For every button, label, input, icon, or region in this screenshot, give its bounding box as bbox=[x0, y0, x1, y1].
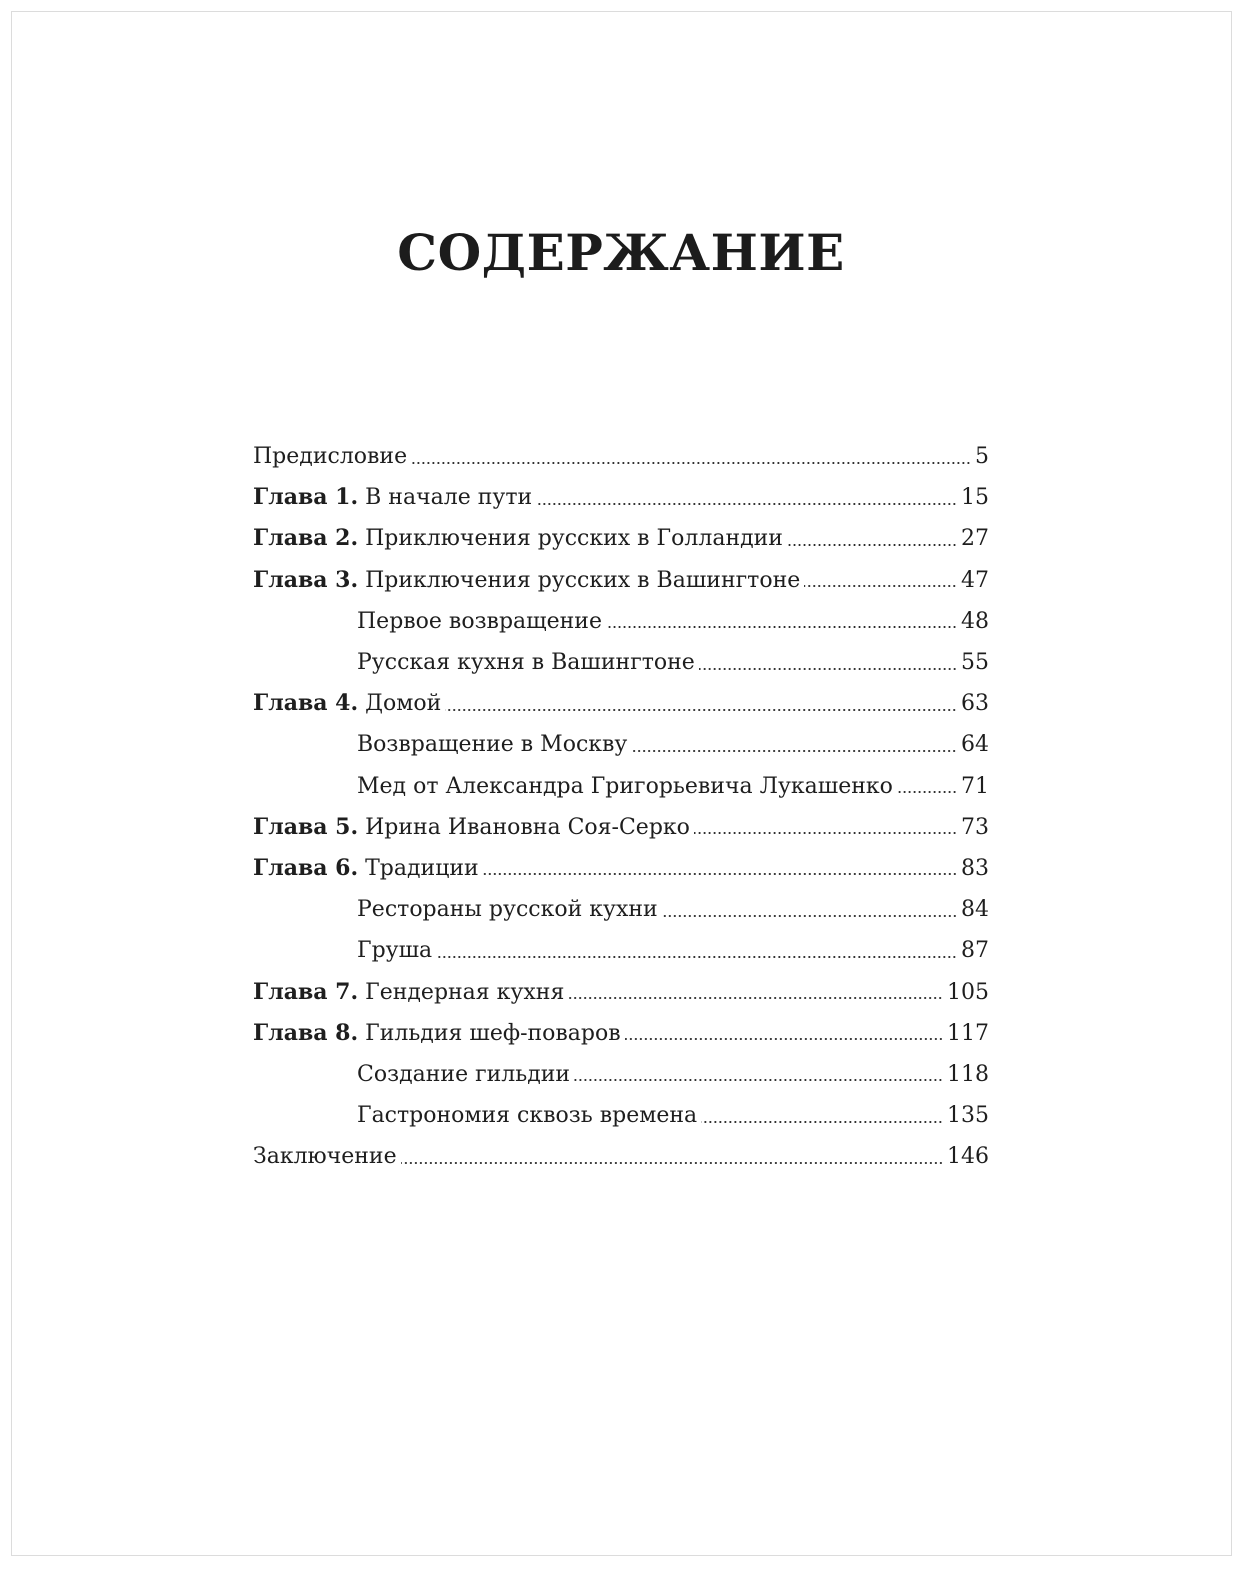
page-number: 73 bbox=[961, 814, 989, 840]
entry-title: Ирина Ивановна Соя-Серко bbox=[365, 814, 690, 840]
dot-leader bbox=[483, 873, 957, 875]
dot-leader bbox=[445, 709, 957, 711]
entry-title: Приключения русских в Голландии bbox=[365, 526, 783, 552]
entry-title: Заключение bbox=[253, 1144, 397, 1170]
dot-leader bbox=[631, 750, 957, 752]
entry-title: Рестораны русской кухни bbox=[357, 897, 658, 923]
dot-leader bbox=[662, 915, 957, 917]
entry-title: Гендерная кухня bbox=[365, 979, 565, 1005]
toc-entry-text bbox=[253, 683, 445, 724]
dot-leader bbox=[536, 503, 957, 505]
toc-entry-text bbox=[253, 848, 483, 889]
dot-leader bbox=[699, 668, 957, 670]
toc-entry-text bbox=[253, 972, 568, 1013]
entry-title: Гильдия шеф-поваров bbox=[365, 1020, 621, 1046]
chapter-label: Глава 5. bbox=[253, 813, 359, 840]
entry-title: Гастрономия сквозь времена bbox=[357, 1103, 698, 1129]
toc-entry-text bbox=[357, 601, 606, 642]
chapter-label: Глава 8. bbox=[253, 1019, 359, 1046]
page-number: 87 bbox=[961, 938, 989, 964]
chapter-label: Глава 1. bbox=[253, 484, 359, 511]
entry-title: Мед от Александра Григорьевича Лукашенко bbox=[357, 773, 893, 799]
toc-entry[interactable] bbox=[253, 1013, 989, 1054]
chapter-label: Глава 4. bbox=[253, 690, 359, 717]
toc-entry-text bbox=[253, 560, 804, 601]
dot-leader bbox=[804, 585, 957, 587]
page-title: СОДЕРЖАНИЕ bbox=[397, 223, 845, 282]
toc-subentry[interactable] bbox=[253, 930, 989, 971]
toc-subentry[interactable] bbox=[253, 601, 989, 642]
toc-entry-text bbox=[253, 477, 536, 518]
entry-title: Традиции bbox=[365, 855, 479, 881]
page-number: 5 bbox=[975, 444, 989, 470]
toc-entry-text bbox=[357, 1095, 701, 1136]
entry-title: Груша bbox=[357, 938, 433, 964]
toc-entry[interactable] bbox=[253, 807, 989, 848]
toc-subentry[interactable] bbox=[253, 1095, 989, 1136]
dot-leader bbox=[694, 832, 957, 834]
toc-entry-text bbox=[253, 1013, 625, 1054]
toc-subentry[interactable] bbox=[253, 1054, 989, 1095]
toc-entry[interactable] bbox=[253, 560, 989, 601]
entry-title: В начале пути bbox=[365, 485, 533, 511]
page-number: 27 bbox=[961, 526, 989, 552]
chapter-label: Глава 2. bbox=[253, 525, 359, 552]
toc-entry[interactable] bbox=[253, 436, 989, 477]
page-number: 55 bbox=[961, 650, 989, 676]
chapter-label: Глава 3. bbox=[253, 566, 359, 593]
toc-entry[interactable] bbox=[253, 518, 989, 559]
toc-entry-text bbox=[357, 930, 436, 971]
entry-title: Создание гильдии bbox=[357, 1061, 571, 1087]
page-number: 64 bbox=[961, 732, 989, 758]
table-of-contents bbox=[253, 436, 989, 1177]
dot-leader bbox=[606, 626, 957, 628]
toc-entry-text bbox=[357, 642, 699, 683]
dot-leader bbox=[401, 1162, 943, 1164]
page-number: 83 bbox=[961, 855, 989, 881]
page-number: 48 bbox=[961, 608, 989, 634]
dot-leader bbox=[568, 997, 943, 999]
page-number: 71 bbox=[961, 773, 989, 799]
dot-leader bbox=[701, 1121, 943, 1123]
toc-entry-text bbox=[357, 1054, 574, 1095]
entry-title: Домой bbox=[365, 691, 442, 717]
toc-entry[interactable] bbox=[253, 1136, 989, 1177]
toc-entry[interactable] bbox=[253, 971, 989, 1012]
dot-leader bbox=[436, 956, 957, 958]
toc-entry-text bbox=[253, 1136, 401, 1177]
toc-subentry[interactable] bbox=[253, 724, 989, 765]
page-number: 47 bbox=[961, 567, 989, 593]
toc-entry[interactable] bbox=[253, 683, 989, 724]
toc-entry-text bbox=[253, 436, 411, 477]
toc-entry-text bbox=[253, 518, 787, 559]
toc-entry-text bbox=[357, 889, 662, 930]
entry-title: Возвращение в Москву bbox=[357, 732, 628, 758]
toc-subentry[interactable] bbox=[253, 766, 989, 807]
entry-title: Первое возвращение bbox=[357, 608, 602, 634]
dot-leader bbox=[625, 1038, 943, 1040]
page-number: 135 bbox=[947, 1103, 989, 1129]
page-number: 118 bbox=[947, 1061, 989, 1087]
dot-leader bbox=[897, 791, 957, 793]
page-number: 117 bbox=[947, 1020, 989, 1046]
toc-entry[interactable] bbox=[253, 477, 989, 518]
page-number: 15 bbox=[961, 485, 989, 511]
entry-title: Приключения русских в Вашингтоне bbox=[365, 567, 801, 593]
toc-entry[interactable] bbox=[253, 848, 989, 889]
page-number: 63 bbox=[961, 691, 989, 717]
toc-entry-text bbox=[357, 724, 631, 765]
dot-leader bbox=[787, 544, 957, 546]
entry-title: Предисловие bbox=[253, 444, 408, 470]
toc-subentry[interactable] bbox=[253, 889, 989, 930]
toc-entry-text bbox=[253, 807, 694, 848]
chapter-label: Глава 7. bbox=[253, 978, 359, 1005]
toc-subentry[interactable] bbox=[253, 642, 989, 683]
page-number: 146 bbox=[947, 1144, 989, 1170]
entry-title: Русская кухня в Вашингтоне bbox=[357, 650, 695, 676]
page-number: 84 bbox=[961, 897, 989, 923]
chapter-label: Глава 6. bbox=[253, 854, 359, 881]
dot-leader bbox=[411, 462, 971, 464]
toc-entry-text bbox=[357, 766, 897, 807]
page-number: 105 bbox=[947, 979, 989, 1005]
dot-leader bbox=[574, 1079, 943, 1081]
